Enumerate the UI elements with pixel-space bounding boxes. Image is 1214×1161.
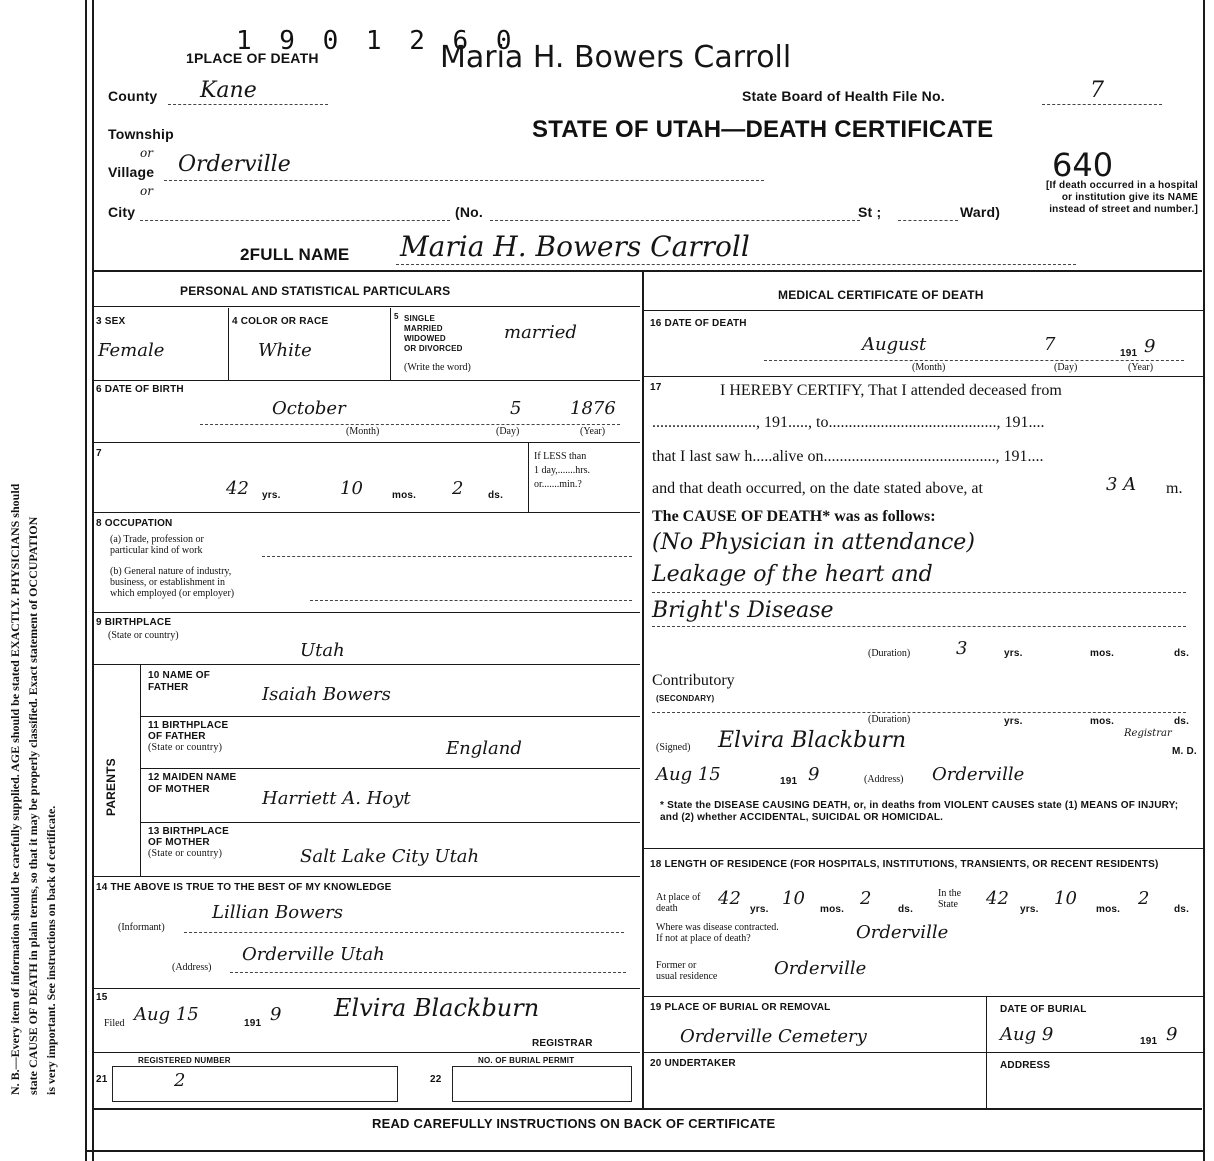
certificate-title: STATE OF UTAH—DEATH CERTIFICATE [532, 116, 994, 143]
in-state-label: In the State [938, 888, 962, 910]
filed-year-suffix: 9 [270, 1004, 282, 1025]
full-name-value: Maria H. Bowers Carroll [400, 230, 750, 263]
signed-year-suffix: 9 [808, 764, 820, 785]
at-place-yrs-label: yrs. [750, 904, 769, 915]
undertaker-label: 20 UNDERTAKER [650, 1058, 736, 1069]
birthplace-label: 9 BIRTHPLACE [96, 617, 172, 628]
informant-address-label: (Address) [172, 962, 212, 973]
burial-value: Orderville Cemetery [680, 1026, 867, 1047]
secondary-label: (SECONDARY) [656, 694, 715, 703]
age-mos-label: mos. [392, 490, 417, 501]
duration-value: 3 [956, 638, 968, 659]
dod-day-label: (Day) [1054, 362, 1078, 373]
reg-number-value: 2 [174, 1070, 186, 1091]
burial-date-label: DATE OF BURIAL [1000, 1004, 1087, 1015]
filed-label: Filed [104, 1018, 125, 1029]
occupation-b: (b) General nature of industry, business, or establishment in which employed (or employer) [110, 566, 235, 599]
hospital-note: [If death occurred in a hospital or institution give its NAME instead of street and number.] [1046, 180, 1198, 215]
burial-label: 19 PLACE OF BURIAL OR REMOVAL [650, 1002, 831, 1013]
contracted-value: Orderville [856, 922, 949, 943]
parents-label: PARENTS [104, 758, 118, 816]
at-place-mos: 10 [782, 888, 805, 909]
signed-address-value: Orderville [932, 764, 1025, 785]
mother-name-value: Harriett A. Hoyt [262, 788, 411, 809]
st-label: St ; [858, 204, 882, 220]
last-saw-line: that I last saw h.....alive on..........................................., 191.... [652, 448, 1044, 465]
burial-permit-box [452, 1066, 632, 1102]
signed-date: Aug 15 [656, 764, 721, 785]
contributory-label: Contributory [652, 672, 735, 689]
knowledge-label: 14 THE ABOVE IS TRUE TO THE BEST OF MY KNOWLEDGE [96, 882, 392, 893]
marital-write: (Write the word) [404, 362, 471, 373]
dob-month: October [272, 398, 346, 419]
informant-value: Lillian Bowers [212, 902, 343, 923]
birthplace-sub: (State or country) [108, 630, 179, 641]
cause-1: (No Physician in attendance) [652, 530, 975, 555]
former-label: Former or usual residence [656, 960, 718, 982]
at-place-mos-label: mos. [820, 904, 845, 915]
marital-value: married [504, 322, 577, 343]
full-name-label: 2FULL NAME [240, 245, 350, 264]
cause-3: Bright's Disease [652, 598, 834, 623]
signed-year-prefix: 191 [780, 776, 798, 787]
father-bp-label: 11 BIRTHPLACE OF FATHER (State or country) [148, 720, 229, 753]
num22: 22 [430, 1074, 442, 1085]
side-note-2: state CAUSE OF DEATH in plain terms, so that it may be properly classified. Exact statement of OCCUPATION [26, 516, 40, 1095]
at-place-ds: 2 [860, 888, 872, 909]
place-of-death-label: 1PLACE OF DEATH [186, 50, 319, 66]
reg-number-label: REGISTERED NUMBER [138, 1056, 231, 1065]
signed-address-label: (Address) [864, 774, 904, 785]
dod-label: 16 DATE OF DEATH [650, 318, 747, 329]
burial-year-suffix: 9 [1166, 1024, 1178, 1045]
dod-year-suffix: 9 [1144, 336, 1156, 357]
occurred-time: 3 A [1106, 474, 1137, 495]
dod-day: 7 [1044, 334, 1056, 355]
village-value: Orderville [178, 152, 291, 177]
header-rule [92, 270, 1202, 272]
ward-label: Ward) [960, 204, 1001, 220]
filed-year-prefix: 191 [244, 1018, 262, 1029]
reg-number-box [112, 1066, 398, 1102]
sex-label: 3 SEX [96, 316, 126, 327]
frame-left-outer [85, 0, 87, 1161]
num17: 17 [650, 382, 662, 393]
duration2-label: (Duration) [868, 714, 911, 725]
dob-day-label: (Day) [496, 426, 520, 437]
burial-permit-label: NO. OF BURIAL PERMIT [478, 1056, 575, 1065]
contracted-label: Where was disease contracted. If not at place of death? [656, 922, 779, 944]
number-640: 640 [1052, 146, 1114, 184]
md-label: M. D. [1172, 746, 1197, 757]
signed-value: Elvira Blackburn [718, 728, 907, 753]
mother-bp-value: Salt Lake City Utah [300, 846, 480, 867]
duration-label: (Duration) [868, 648, 911, 659]
age-days: 2 [452, 478, 464, 499]
dod-month-label: (Month) [912, 362, 946, 373]
former-value: Orderville [774, 958, 867, 979]
column-divider [642, 270, 644, 1110]
footnote: * State the DISEASE CAUSING DEATH, or, in deaths from VIOLENT CAUSES state (1) MEANS OF INJURY; and (2) whether ACCIDENTAL, SUICIDAL OR HOMICIDAL. [660, 800, 1179, 823]
range-line: .........................., 191....., to.........................................., 191.... [652, 414, 1045, 431]
cause-label: The CAUSE OF DEATH* was as follows: [652, 508, 936, 525]
occupation-label: 8 OCCUPATION [96, 518, 173, 529]
footer-rule [92, 1108, 1202, 1110]
medical-section-title: MEDICAL CERTIFICATE OF DEATH [778, 288, 984, 302]
sex-value: Female [98, 340, 165, 361]
age-yrs-label: yrs. [262, 490, 281, 501]
at-place-yrs: 42 [718, 888, 741, 909]
informant-label: (Informant) [118, 922, 165, 933]
file-no-value: 7 [1090, 78, 1104, 103]
birthplace-value: Utah [300, 640, 345, 661]
num21: 21 [96, 1074, 108, 1085]
township-label: Township [108, 126, 174, 142]
mother-name-label: 12 MAIDEN NAME OF MOTHER [148, 772, 237, 795]
registrar-label: REGISTRAR [532, 1038, 593, 1049]
less-than-note: If LESS than 1 day,.......hrs. or.......min.? [534, 451, 591, 490]
dob-month-label: (Month) [346, 426, 380, 437]
dob-year: 1876 [570, 398, 616, 419]
duration2-ds: ds. [1174, 716, 1190, 727]
county-value: Kane [200, 78, 257, 103]
city-label: City [108, 204, 136, 220]
in-state-yrs: 42 [986, 888, 1009, 909]
or-2: or [140, 184, 153, 198]
undertaker-address-label: ADDRESS [1000, 1060, 1051, 1071]
occurred-line: and that death occurred, on the date stated above, at [652, 480, 983, 497]
burial-year-prefix: 191 [1140, 1036, 1158, 1047]
marital-options: SINGLE MARRIED WIDOWED OR DIVORCED [404, 314, 463, 353]
age-years: 42 [226, 478, 249, 499]
color-label: 4 COLOR OR RACE [232, 316, 329, 327]
annotated-name: Maria H. Bowers Carroll [440, 40, 792, 75]
or-1: or [140, 146, 153, 160]
in-state-ds-label: ds. [1174, 904, 1190, 915]
village-label: Village [108, 164, 155, 180]
age-num: 7 [96, 448, 102, 459]
num15: 15 [96, 992, 108, 1003]
file-no-label: State Board of Health File No. [742, 88, 945, 104]
duration-yrs: yrs. [1004, 648, 1023, 659]
color-value: White [258, 340, 312, 361]
dob-label: 6 DATE OF BIRTH [96, 384, 184, 395]
signed-title: Registrar [1124, 728, 1172, 739]
at-place-label: At place of death [656, 892, 701, 914]
dod-year-prefix: 191 [1120, 348, 1138, 359]
dob-day: 5 [510, 398, 522, 419]
county-label: County [108, 88, 158, 104]
side-note-3: is very important. See instructions on back of certificate. [44, 805, 58, 1095]
personal-section-title: PERSONAL AND STATISTICAL PARTICULARS [180, 284, 451, 298]
registrar-signature: Elvira Blackburn [334, 994, 540, 1022]
duration-ds: ds. [1174, 648, 1190, 659]
frame-bottom [85, 1150, 1205, 1152]
in-state-yrs-label: yrs. [1020, 904, 1039, 915]
side-note-1: N. B.—Every item of information should be carefully supplied. AGE should be stated EXACTLY. PHYSICIANS should [8, 483, 22, 1095]
occupation-a: (a) Trade, profession or particular kind of work [110, 534, 204, 556]
burial-date-value: Aug 9 [1000, 1024, 1054, 1045]
dob-year-label: (Year) [580, 426, 606, 437]
filed-value: Aug 15 [134, 1004, 199, 1025]
at-place-ds-label: ds. [898, 904, 914, 915]
occurred-m: m. [1166, 480, 1183, 497]
duration2-yrs: yrs. [1004, 716, 1023, 727]
dod-month: August [862, 334, 927, 355]
frame-right [1203, 0, 1205, 1161]
in-state-ds: 2 [1138, 888, 1150, 909]
informant-address-value: Orderville Utah [242, 944, 385, 965]
father-bp-value: England [446, 738, 522, 759]
residence-label: 18 LENGTH OF RESIDENCE (FOR HOSPITALS, INSTITUTIONS, TRANSIENTS, OR RECENT RESIDENTS) [650, 859, 1159, 870]
marital-num: 5 [394, 312, 399, 321]
stamp-number: 1 9 0 1 2 6 0 [236, 26, 518, 56]
age-months: 10 [340, 478, 363, 499]
in-state-mos-label: mos. [1096, 904, 1121, 915]
father-name-label: 10 NAME OF FATHER [148, 670, 211, 693]
frame-left-inner [92, 0, 94, 1161]
duration-mos: mos. [1090, 648, 1115, 659]
in-state-mos: 10 [1054, 888, 1077, 909]
cause-2: Leakage of the heart and [652, 562, 933, 587]
signed-label: (Signed) [656, 742, 691, 753]
mother-bp-label: 13 BIRTHPLACE OF MOTHER (State or country) [148, 826, 229, 859]
duration2-mos: mos. [1090, 716, 1115, 727]
age-ds-label: ds. [488, 490, 504, 501]
dod-year-label: (Year) [1128, 362, 1154, 373]
instructions-footer: READ CAREFULLY INSTRUCTIONS ON BACK OF CERTIFICATE [372, 1116, 776, 1131]
no-label: (No. [455, 204, 484, 220]
certify-line: I HEREBY CERTIFY, That I attended deceased from [720, 382, 1062, 399]
father-name-value: Isaiah Bowers [262, 684, 391, 705]
